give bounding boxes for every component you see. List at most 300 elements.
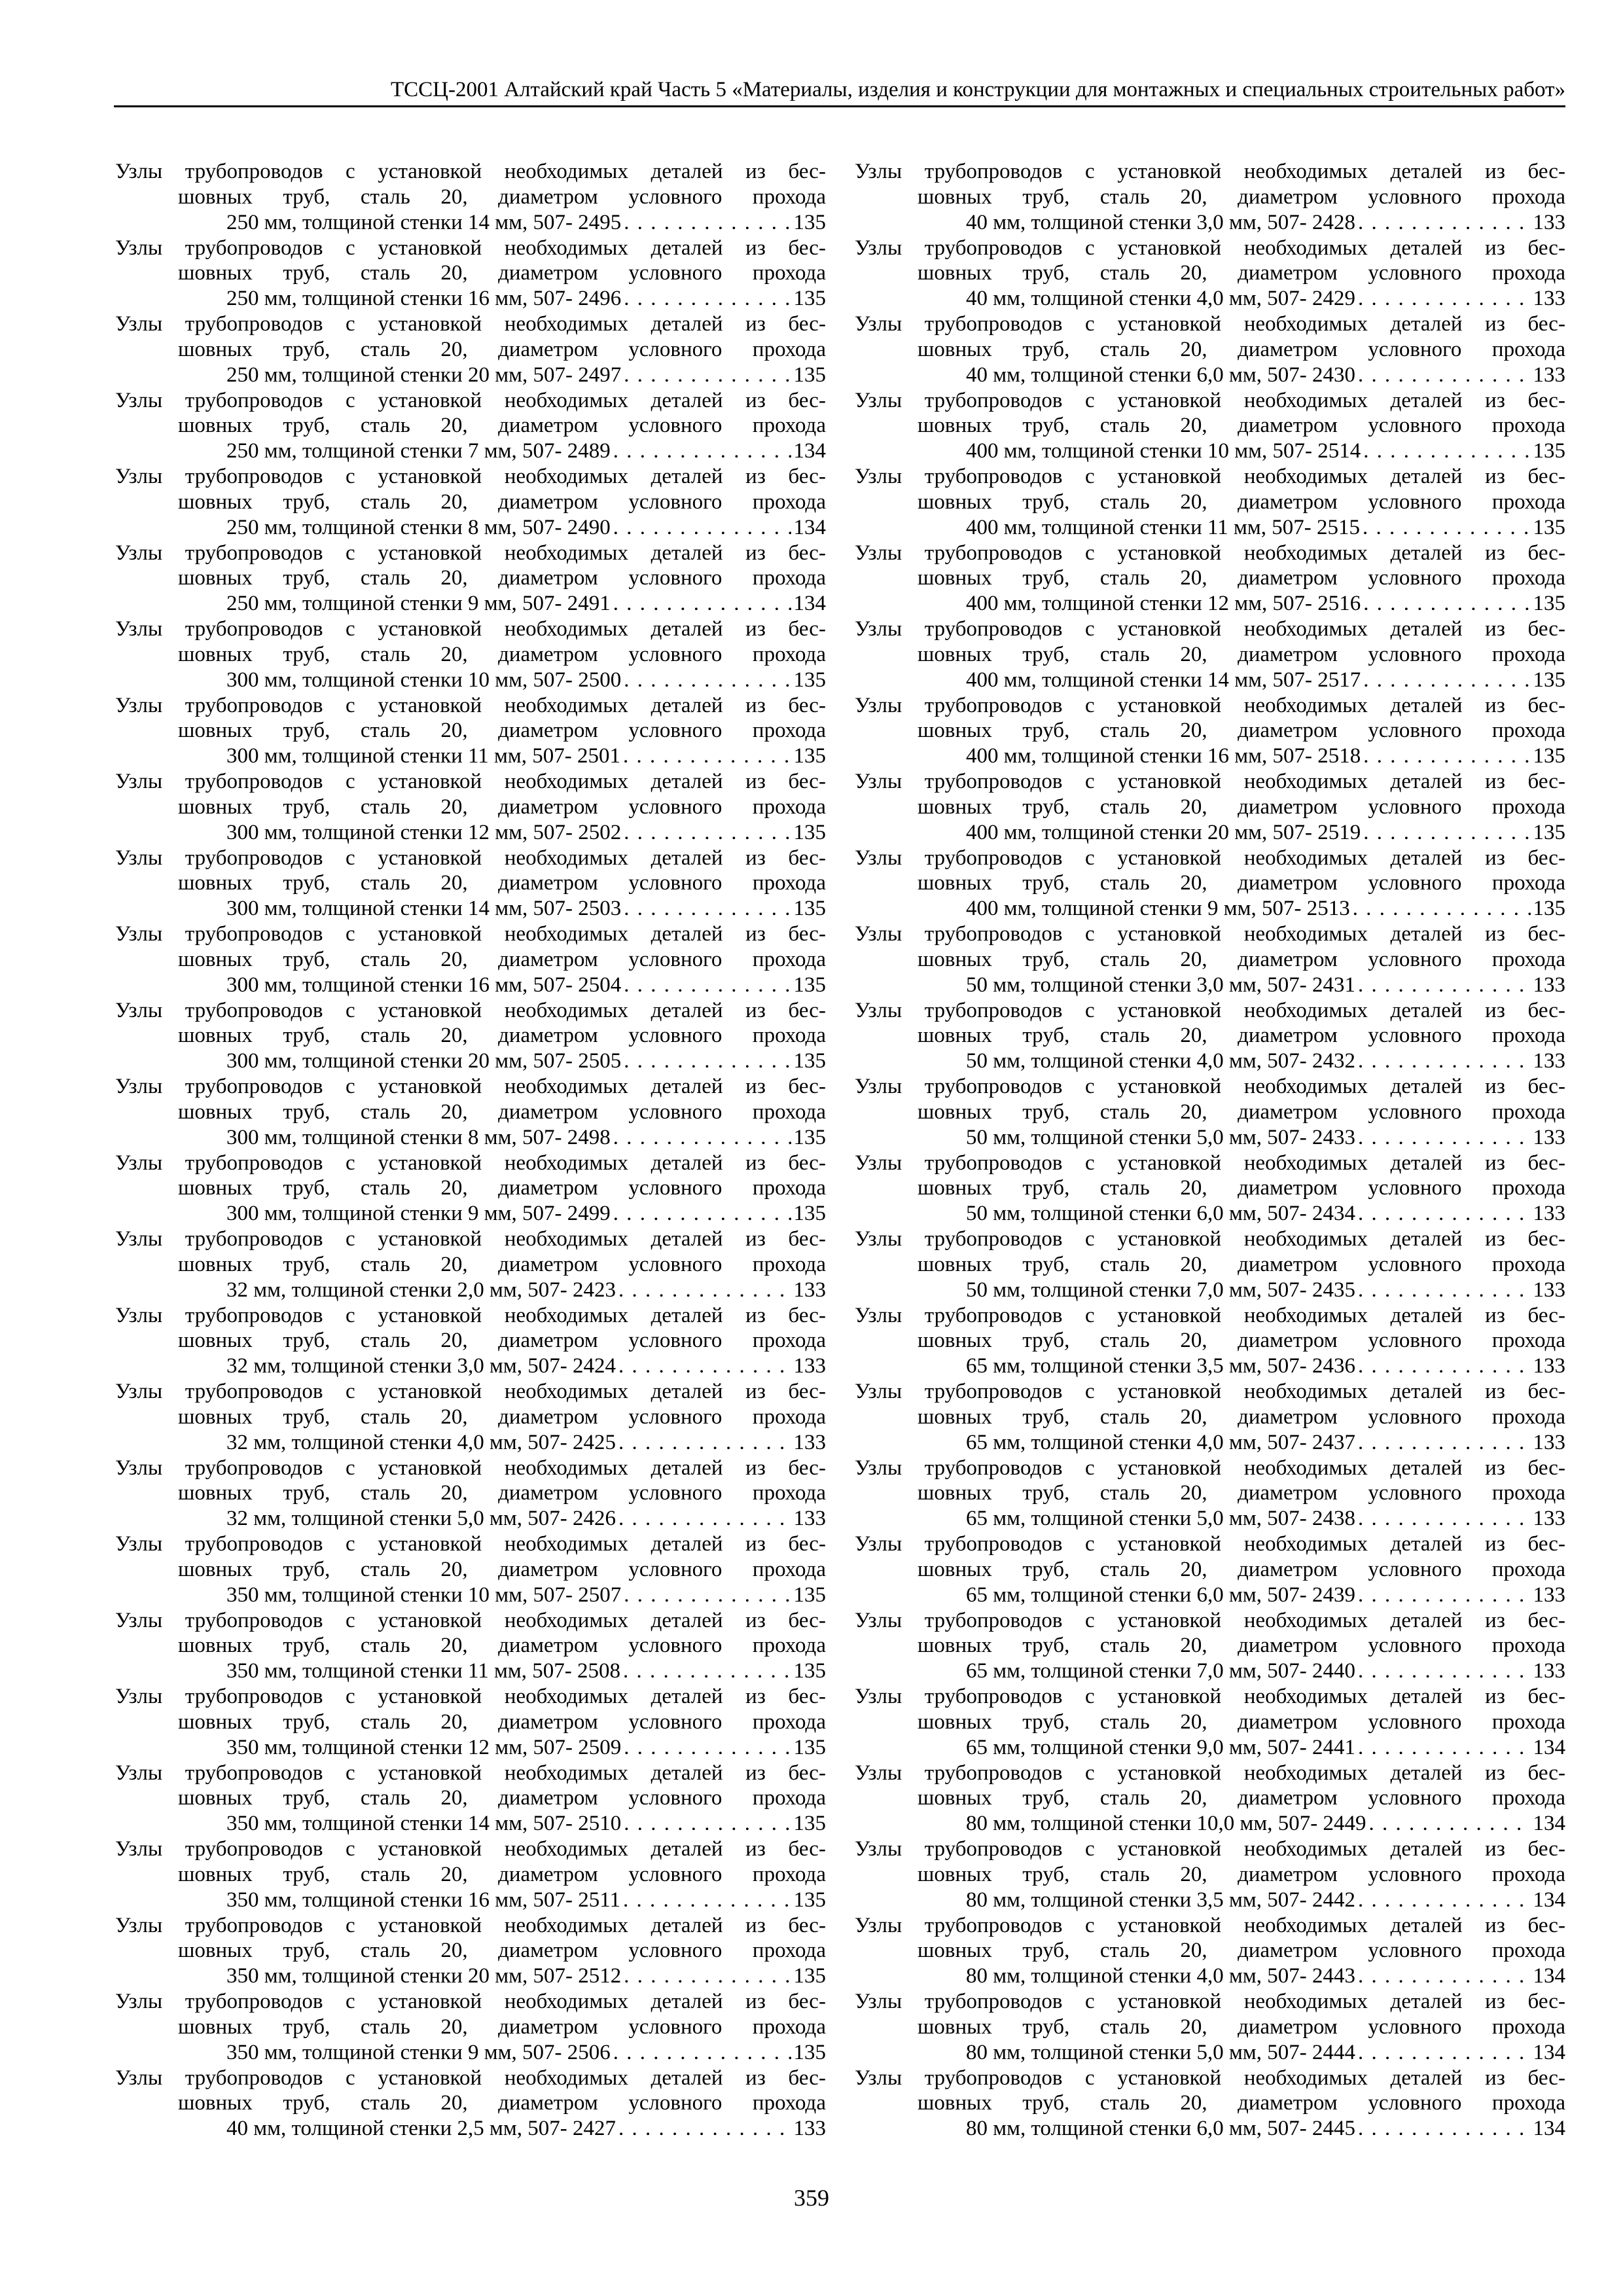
word: необходимых: [504, 1303, 628, 1327]
word: шовных: [178, 185, 253, 209]
entry-line-3: [115, 591, 826, 617]
word: с: [1085, 922, 1095, 946]
word: с: [346, 1913, 355, 1937]
index-column-left: [115, 159, 826, 2142]
word: шовных: [918, 1405, 992, 1429]
index-entry: [115, 1837, 826, 1913]
entry-line-3: [115, 1583, 826, 1608]
word: трубопроводов: [924, 312, 1063, 336]
index-entry: [115, 617, 826, 693]
word: деталей: [1390, 1837, 1463, 1861]
index-entry: [115, 1151, 826, 1227]
entry-line-1: [115, 1684, 826, 1710]
word: необходимых: [504, 693, 628, 717]
word: условного: [628, 642, 722, 666]
word: труб,: [1022, 1786, 1070, 1810]
index-entry: [115, 1608, 826, 1685]
word: трубопроводов: [185, 1380, 323, 1403]
word: шовных: [918, 261, 992, 285]
word: Узлы: [115, 2066, 163, 2090]
word: из: [745, 160, 766, 183]
word: с: [346, 1075, 355, 1098]
index-entry: [855, 1151, 1565, 1227]
page-reference: 133: [1533, 1507, 1565, 1531]
word: прохода: [752, 1329, 826, 1353]
entry-line-3: [115, 896, 826, 922]
dot-leader: [624, 210, 791, 236]
word: бес-: [1527, 770, 1565, 793]
word: установкой: [378, 1227, 482, 1251]
entry-line-2: [115, 795, 826, 820]
word: условного: [628, 490, 722, 514]
word: прохода: [1491, 1252, 1565, 1276]
word: 20,: [1180, 947, 1207, 971]
word: условного: [1368, 1786, 1462, 1810]
word: из: [745, 1913, 766, 1937]
dot-leader: [613, 1201, 791, 1227]
word: 20,: [440, 642, 468, 666]
entry-line-2: [115, 185, 826, 210]
word: условного: [628, 719, 722, 743]
entry-code: 250 мм, толщиной стенки 14 мм, 507- 2495: [226, 210, 622, 234]
word: шовных: [918, 185, 992, 209]
entry-line-3: [115, 1201, 826, 1227]
word: 20,: [440, 1024, 468, 1048]
word: прохода: [752, 566, 826, 590]
index-entry: [115, 922, 826, 998]
word: бес-: [788, 1227, 826, 1251]
word: бес-: [1527, 922, 1565, 946]
word: деталей: [1390, 465, 1463, 488]
word: установкой: [378, 1456, 482, 1480]
word: с: [1085, 312, 1095, 336]
word: диаметром: [1238, 1252, 1338, 1276]
page-reference: 133: [1533, 1049, 1565, 1073]
word: необходимых: [1243, 1456, 1368, 1480]
word: из: [1485, 693, 1505, 717]
index-entry: [855, 388, 1565, 465]
entry-line-2: [855, 490, 1565, 515]
entry-line-1: [855, 922, 1565, 947]
word: из: [1485, 770, 1505, 793]
word: шовных: [178, 1862, 253, 1886]
entry-code: 300 мм, толщиной стенки 9 мм, 507- 2499: [226, 1202, 611, 1226]
index-entry: [115, 2066, 826, 2142]
word: условного: [1368, 1481, 1462, 1505]
word: установкой: [378, 617, 482, 641]
word: из: [1485, 1456, 1505, 1480]
word: деталей: [1390, 1532, 1463, 1556]
index-entry: [855, 1379, 1565, 1456]
word: деталей: [1390, 1303, 1463, 1327]
word: шовных: [918, 1100, 992, 1124]
word: 20,: [1180, 337, 1207, 361]
word: бес-: [1527, 1685, 1565, 1708]
entry-line-1: [855, 541, 1565, 566]
word: необходимых: [504, 1761, 628, 1785]
word: условного: [1368, 1939, 1462, 1963]
word: бес-: [788, 1151, 826, 1175]
word: установкой: [1117, 922, 1222, 946]
word: шовных: [918, 566, 992, 590]
word: с: [1085, 693, 1095, 717]
word: диаметром: [498, 337, 598, 361]
word: необходимых: [504, 1608, 628, 1632]
word: с: [1085, 1913, 1095, 1937]
word: с: [1085, 1761, 1095, 1785]
word: установкой: [1117, 846, 1222, 870]
dot-leader: [613, 1125, 791, 1151]
word: Узлы: [855, 1380, 902, 1403]
word: диаметром: [498, 795, 598, 819]
word: из: [745, 693, 766, 717]
word: из: [745, 1075, 766, 1098]
entry-line-2: [855, 1175, 1565, 1201]
word: прохода: [1491, 1176, 1565, 1200]
word: необходимых: [1243, 1075, 1368, 1098]
word: шовных: [918, 337, 992, 361]
word: установкой: [378, 1913, 482, 1937]
word: деталей: [651, 998, 723, 1022]
index-entry: [115, 464, 826, 541]
page-reference: 135: [793, 1735, 826, 1759]
word: труб,: [283, 947, 330, 971]
index-entry: [855, 1608, 1565, 1685]
word: Узлы: [115, 1380, 163, 1403]
word: бес-: [1527, 160, 1565, 183]
word: деталей: [651, 846, 723, 870]
word: диаметром: [1238, 566, 1338, 590]
word: необходимых: [1243, 1608, 1368, 1632]
word: диаметром: [498, 1634, 598, 1658]
word: из: [1485, 1685, 1505, 1708]
word: из: [1485, 236, 1505, 260]
word: прохода: [1491, 1405, 1565, 1429]
word: бес-: [788, 1608, 826, 1632]
word: деталей: [1390, 846, 1463, 870]
word: труб,: [283, 185, 330, 209]
word: деталей: [651, 2066, 723, 2090]
word: труб,: [283, 871, 330, 895]
word: деталей: [651, 1990, 723, 2013]
word: трубопроводов: [924, 1075, 1063, 1098]
entry-line-1: [115, 1989, 826, 2015]
word: 20,: [1180, 871, 1207, 895]
entry-line-3: [855, 1278, 1565, 1303]
word: условного: [1368, 795, 1462, 819]
word: установкой: [378, 693, 482, 717]
word: бес-: [1527, 236, 1565, 260]
word: Узлы: [115, 998, 163, 1022]
word: труб,: [283, 1710, 330, 1734]
word: сталь: [360, 1939, 410, 1963]
word: шовных: [918, 1252, 992, 1276]
dot-leader: [1358, 1583, 1531, 1608]
word: из: [1485, 1761, 1505, 1785]
word: трубопроводов: [924, 1380, 1063, 1403]
word: бес-: [788, 693, 826, 717]
word: необходимых: [504, 312, 628, 336]
word: прохода: [1491, 795, 1565, 819]
dot-leader: [624, 363, 791, 388]
word: деталей: [1390, 236, 1463, 260]
word: труб,: [283, 1100, 330, 1124]
word: шовных: [178, 795, 253, 819]
entry-line-2: [855, 185, 1565, 210]
entry-line-1: [855, 693, 1565, 719]
entry-code: 40 мм, толщиной стенки 3,0 мм, 507- 2428: [966, 210, 1355, 234]
word: необходимых: [504, 998, 628, 1022]
entry-line-3: [855, 1964, 1565, 1989]
word: из: [1485, 1608, 1505, 1632]
word: с: [346, 1608, 355, 1632]
word: Узлы: [115, 388, 163, 412]
word: 20,: [440, 1100, 468, 1124]
word: установкой: [378, 846, 482, 870]
word: труб,: [1022, 1557, 1070, 1581]
word: диаметром: [1238, 1405, 1338, 1429]
word: 20,: [440, 1786, 468, 1810]
entry-line-3: [115, 668, 826, 693]
word: условного: [1368, 566, 1462, 590]
word: из: [745, 465, 766, 488]
index-entry: [855, 464, 1565, 541]
word: труб,: [1022, 1405, 1070, 1429]
word: сталь: [1099, 642, 1150, 666]
word: необходимых: [1243, 998, 1368, 1022]
word: сталь: [1099, 719, 1150, 743]
word: необходимых: [504, 2066, 628, 2090]
word: условного: [628, 2091, 722, 2115]
word: труб,: [1022, 795, 1070, 819]
word: условного: [1368, 871, 1462, 895]
word: сталь: [1099, 414, 1150, 438]
entry-line-1: [115, 236, 826, 261]
word: бес-: [788, 465, 826, 488]
word: прохода: [752, 719, 826, 743]
index-entry: [115, 998, 826, 1075]
word: из: [1485, 541, 1505, 565]
word: Узлы: [115, 541, 163, 565]
index-entry: [855, 1074, 1565, 1151]
dot-leader: [1363, 744, 1530, 769]
page-reference: 135: [793, 668, 826, 692]
index-column-right: [855, 159, 1565, 2142]
word: необходимых: [504, 388, 628, 412]
word: условного: [628, 566, 722, 590]
page-reference: 135: [793, 1125, 826, 1149]
word: Узлы: [855, 1608, 902, 1632]
word: установкой: [1117, 312, 1222, 336]
dot-leader: [613, 439, 791, 464]
index-entry: [115, 1379, 826, 1456]
entry-code: 40 мм, толщиной стенки 6,0 мм, 507- 2430: [966, 363, 1355, 387]
entry-line-2: [855, 718, 1565, 744]
dot-leader: [624, 286, 791, 312]
word: Узлы: [855, 1913, 902, 1937]
word: шовных: [178, 642, 253, 666]
word: труб,: [283, 1557, 330, 1581]
word: установкой: [378, 1837, 482, 1861]
word: установкой: [378, 770, 482, 793]
word: Узлы: [855, 1990, 902, 2013]
word: труб,: [283, 719, 330, 743]
word: 20,: [1180, 2091, 1207, 2115]
entry-line-1: [855, 1303, 1565, 1329]
word: диаметром: [498, 947, 598, 971]
word: прохода: [1491, 490, 1565, 514]
word: прохода: [752, 1557, 826, 1581]
word: Узлы: [115, 846, 163, 870]
word: установкой: [1117, 1990, 1222, 2013]
word: трубопроводов: [185, 236, 323, 260]
word: сталь: [1099, 1329, 1150, 1353]
entry-line-1: [115, 1913, 826, 1939]
entry-line-2: [115, 490, 826, 515]
index-entry: [855, 1837, 1565, 1913]
entry-line-2: [115, 1023, 826, 1049]
word: условного: [1368, 1862, 1462, 1886]
word: сталь: [1099, 261, 1150, 285]
word: прохода: [752, 490, 826, 514]
index-entry: [855, 1761, 1565, 1837]
word: сталь: [1099, 1100, 1150, 1124]
word: трубопроводов: [185, 1913, 323, 1937]
word: Узлы: [115, 236, 163, 260]
word: условного: [1368, 414, 1462, 438]
word: труб,: [283, 1405, 330, 1429]
word: труб,: [283, 337, 330, 361]
word: Узлы: [855, 1532, 902, 1556]
entry-line-1: [115, 464, 826, 490]
word: сталь: [1099, 1405, 1150, 1429]
index-entry: [855, 312, 1565, 388]
word: бес-: [788, 1761, 826, 1785]
word: установкой: [1117, 1151, 1222, 1175]
word: условного: [628, 414, 722, 438]
word: прохода: [752, 1786, 826, 1810]
word: диаметром: [1238, 947, 1338, 971]
word: трубопроводов: [185, 160, 323, 183]
entry-line-2: [855, 1557, 1565, 1583]
word: необходимых: [1243, 1913, 1368, 1937]
word: установкой: [378, 160, 482, 183]
word: диаметром: [1238, 1634, 1338, 1658]
entry-line-2: [855, 1100, 1565, 1125]
dot-leader: [624, 820, 791, 846]
entry-code: 80 мм, толщиной стенки 3,5 мм, 507- 2442: [966, 1888, 1355, 1912]
entry-line-1: [855, 1379, 1565, 1405]
word: 20,: [440, 1329, 468, 1353]
word: из: [745, 1532, 766, 1556]
word: 20,: [440, 566, 468, 590]
word: 20,: [440, 185, 468, 209]
entry-code: 250 мм, толщиной стенки 20 мм, 507- 2497: [226, 363, 622, 387]
entry-line-3: [115, 2040, 826, 2066]
word: шовных: [918, 414, 992, 438]
word: деталей: [1390, 1685, 1463, 1708]
word: 20,: [1180, 795, 1207, 819]
word: трубопроводов: [185, 1990, 323, 2013]
word: труб,: [283, 1329, 330, 1353]
word: условного: [1368, 642, 1462, 666]
word: деталей: [651, 1303, 723, 1327]
entry-code: 65 мм, толщиной стенки 3,5 мм, 507- 2436: [966, 1354, 1355, 1378]
dot-leader: [1363, 668, 1530, 693]
word: с: [1085, 846, 1095, 870]
word: из: [745, 846, 766, 870]
index-entry: [855, 2066, 1565, 2142]
word: Узлы: [855, 922, 902, 946]
entry-code: 300 мм, толщиной стенки 8 мм, 507- 2498: [226, 1125, 611, 1149]
word: деталей: [1390, 1608, 1463, 1632]
word: труб,: [283, 414, 330, 438]
word: сталь: [1099, 1710, 1150, 1734]
entry-line-2: [115, 1710, 826, 1735]
word: диаметром: [1238, 261, 1338, 285]
word: условного: [1368, 2091, 1462, 2115]
entry-line-2: [115, 1862, 826, 1888]
word: с: [346, 2066, 355, 2090]
word: с: [1085, 1380, 1095, 1403]
entry-code: 400 мм, толщиной стенки 16 мм, 507- 2518: [966, 744, 1361, 768]
word: Узлы: [855, 160, 902, 183]
word: шовных: [918, 1786, 992, 1810]
entry-line-3: [855, 210, 1565, 236]
word: деталей: [1390, 160, 1463, 183]
word: бес-: [1527, 1151, 1565, 1175]
word: бес-: [1527, 846, 1565, 870]
word: деталей: [1390, 541, 1463, 565]
word: необходимых: [1243, 1303, 1368, 1327]
entry-line-2: [115, 413, 826, 439]
word: бес-: [1527, 693, 1565, 717]
word: диаметром: [498, 2015, 598, 2039]
entry-line-2: [855, 2015, 1565, 2040]
word: условного: [628, 795, 722, 819]
entry-line-1: [115, 1456, 826, 1481]
word: бес-: [1527, 1990, 1565, 2013]
word: установкой: [378, 1990, 482, 2013]
word: с: [346, 1990, 355, 2013]
word: условного: [628, 185, 722, 209]
word: труб,: [1022, 947, 1070, 971]
word: бес-: [788, 922, 826, 946]
entry-line-3: [115, 1888, 826, 1913]
entry-line-2: [115, 2015, 826, 2040]
dot-leader: [1363, 820, 1530, 846]
word: из: [1485, 1837, 1505, 1861]
word: Узлы: [855, 541, 902, 565]
entry-line-2: [855, 1938, 1565, 1964]
word: установкой: [378, 1303, 482, 1327]
entry-code: 65 мм, толщиной стенки 7,0 мм, 507- 2440: [966, 1659, 1355, 1683]
word: прохода: [752, 414, 826, 438]
word: диаметром: [498, 1329, 598, 1353]
word: прохода: [752, 1862, 826, 1886]
index-entry: [855, 541, 1565, 617]
word: необходимых: [1243, 1380, 1368, 1403]
word: условного: [1368, 1176, 1462, 1200]
entry-line-2: [115, 1480, 826, 1506]
word: 20,: [440, 490, 468, 514]
word: труб,: [283, 795, 330, 819]
word: шовных: [918, 1481, 992, 1505]
entry-line-3: [855, 363, 1565, 388]
word: сталь: [1099, 566, 1150, 590]
word: прохода: [752, 795, 826, 819]
page-reference: 133: [793, 2117, 826, 2141]
